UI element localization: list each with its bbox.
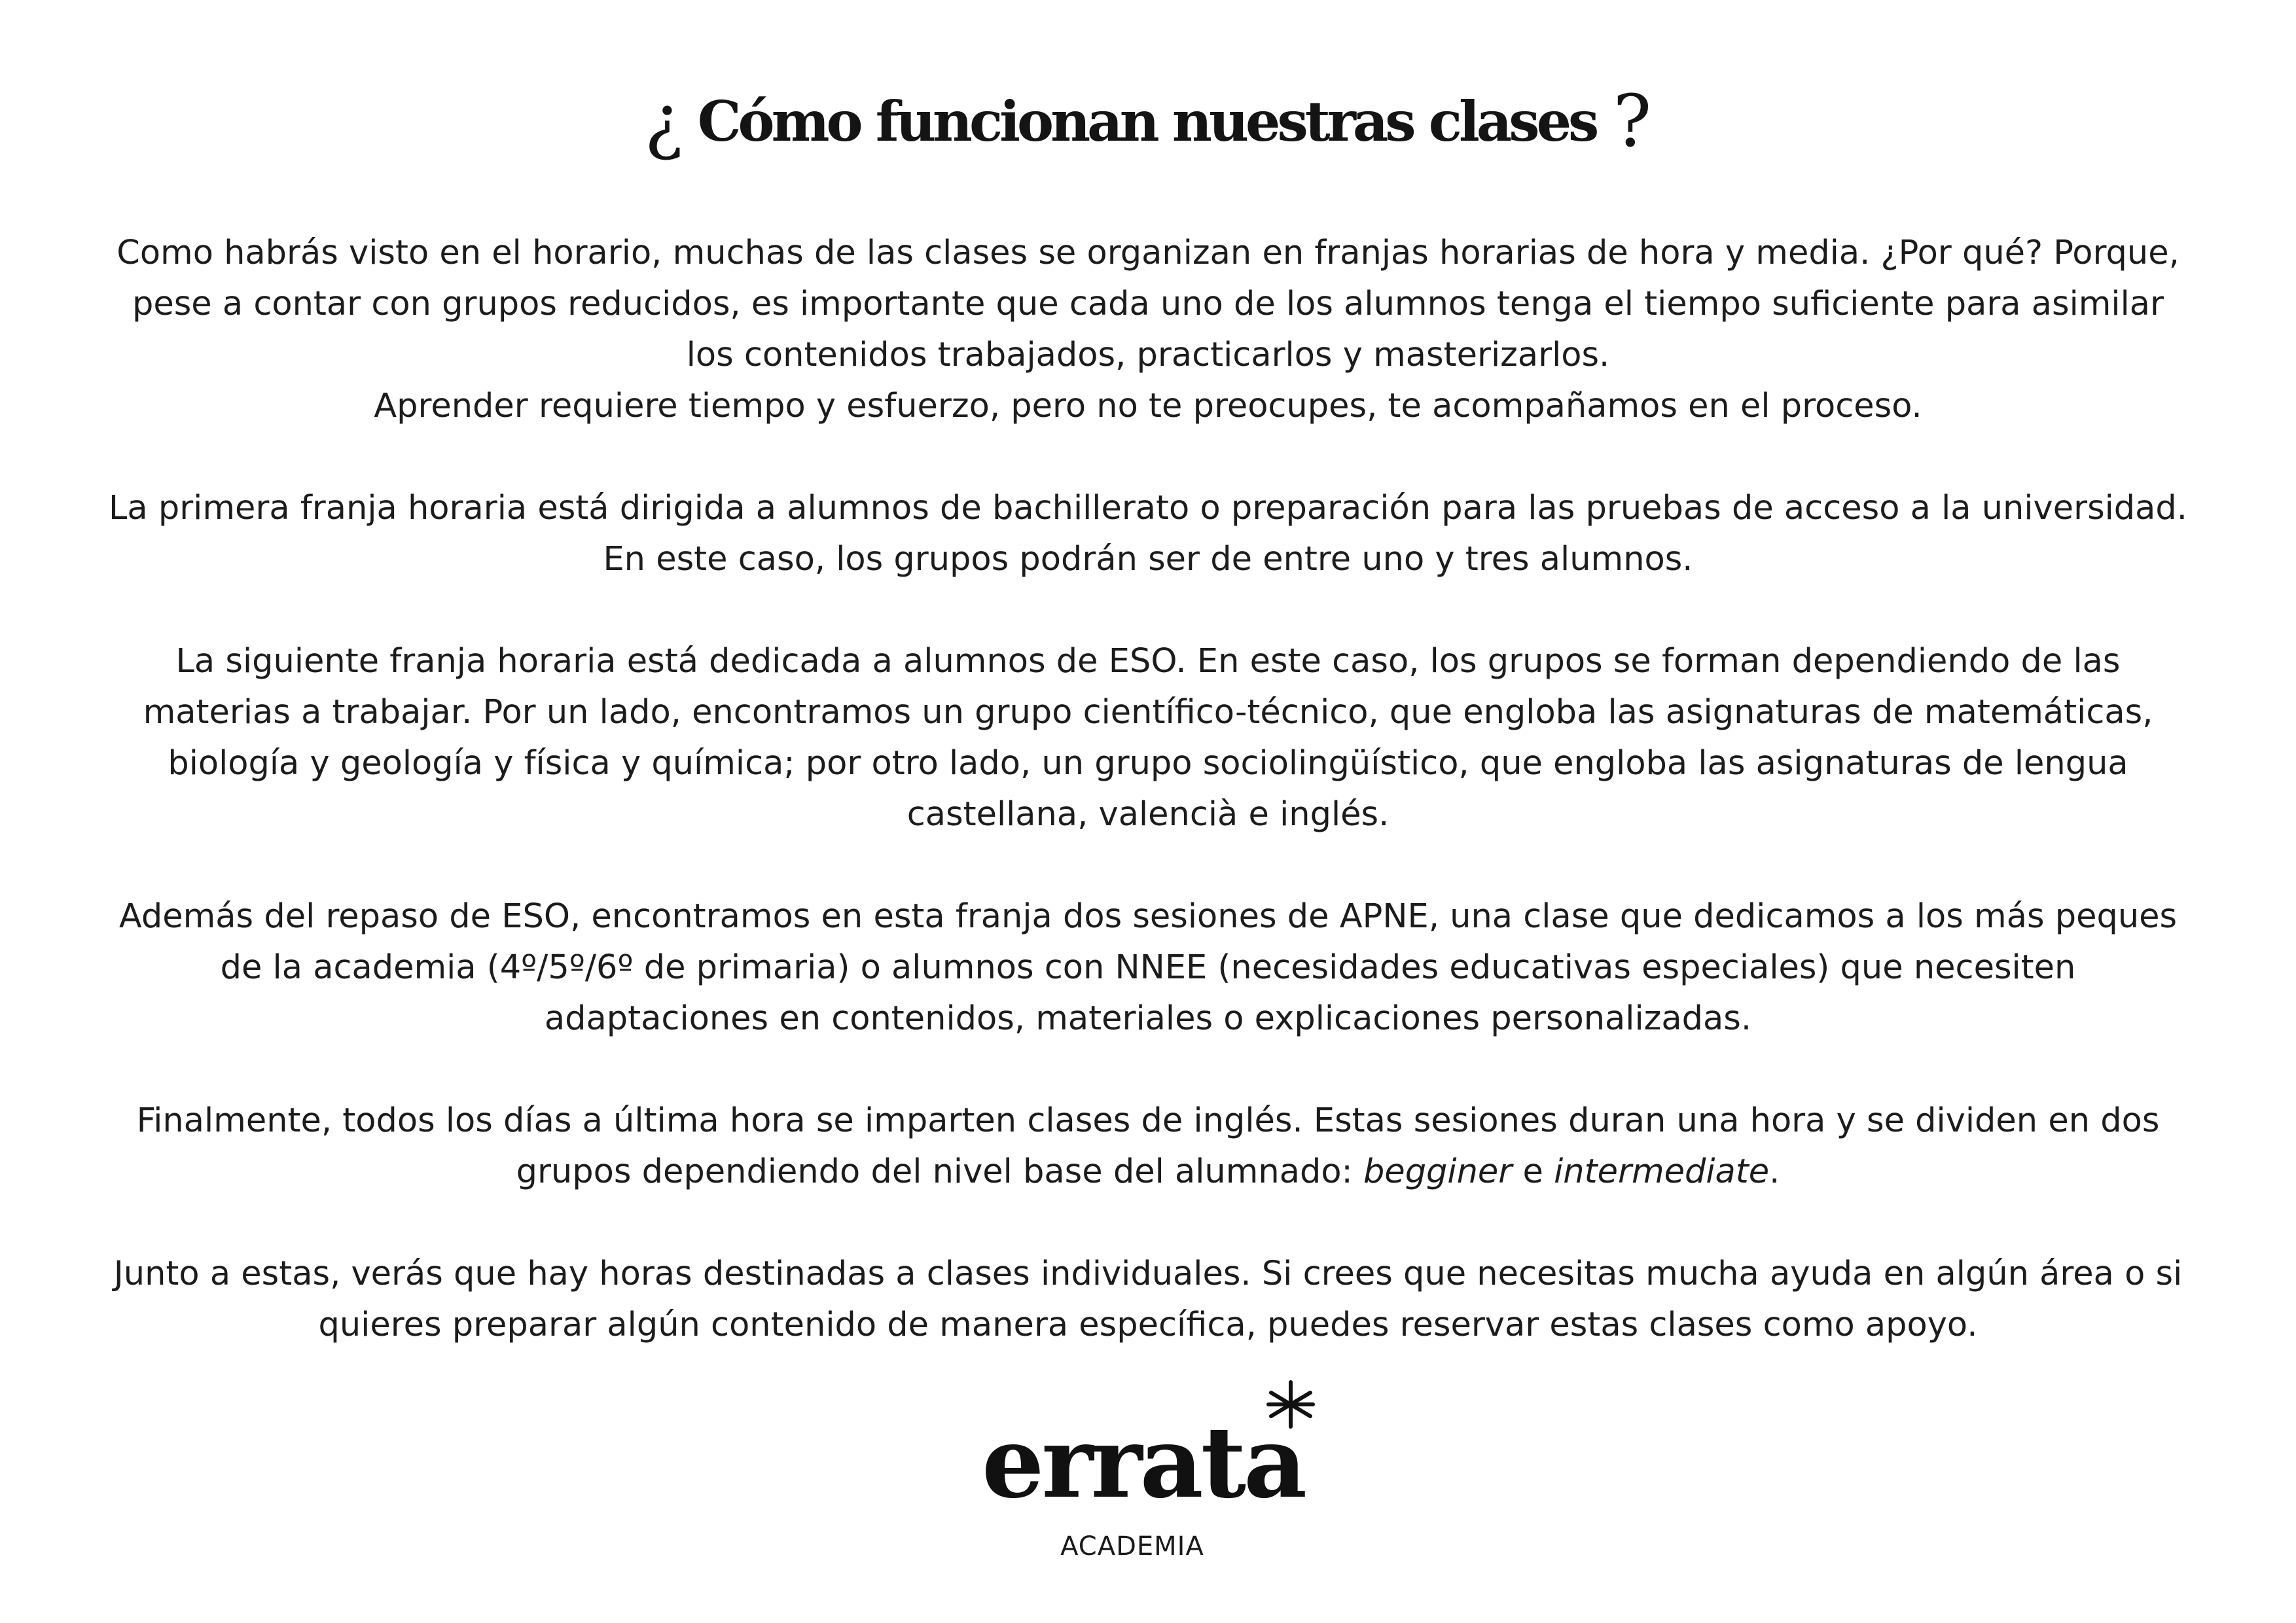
- paragraph-intro: Como habrás visto en el horario, muchas de las clases se organizan en franjas horarias de hora y media. ¿Por qué? Porque, pese a contar con grupos reducidos, es importante que cada uno de los alumnos tenga el tiempo suficiente para asimilar los contenidos trabajados, practicarlos y masterizarlos.: [117, 234, 2179, 374]
- title-open-mark: ¿: [644, 79, 683, 163]
- paragraph-bachillerato: La primera franja horaria está dirigida a alumnos de bachillerato o preparación para las pruebas de acceso a la universidad. En este caso, los grupos podrán ser de entre uno y tres alumnos.: [108, 489, 2188, 579]
- asterisk-icon: [1265, 1378, 1317, 1431]
- level-connector: e: [1522, 1152, 1543, 1191]
- ingles-text: Finalmente, todos los días a última hora se imparten clases de inglés. Estas sesiones duran una hora y se dividen en dos grupos dependiendo del nivel base del alumnado:: [136, 1101, 2160, 1191]
- paragraph-apne: Además del repaso de ESO, encontramos en esta franja dos sesiones de APNE, una clase que dedicamos a los más peques de la academia (4º/5º/6º de primaria) o alumnos con NNEE (necesidades educativas especiales) que necesiten adaptaciones en contenidos, materiales o explicaciones personalizadas.: [118, 897, 2178, 1038]
- paragraph-eso: La siguiente franja horaria está dedicada a alumnos de ESO. En este caso, los grupos se forman dependiendo de las materias a trabajar. Por un lado, encontramos un grupo científico-técnico, que engloba las asignaturas de matemáticas, biología y geología y física y química; por otro lado, un grupo sociolingüístico, que engloba las asignaturas de lengua castellana, valencià e inglés.: [143, 642, 2153, 834]
- logo-wordmark: errata: [982, 1405, 1305, 1520]
- logo: [982, 1407, 1322, 1577]
- paragraph-individuales: Junto a estas, verás que hay horas destinadas a clases individuales. Si crees que necesitas mucha ayuda en algún área o si quieres preparar algún contenido de manera específica, puedes reservar estas clases como apoyo.: [113, 1255, 2183, 1344]
- title-close-mark: ?: [1613, 79, 1652, 163]
- level-intermediate: intermediate: [1554, 1152, 1770, 1191]
- ingles-end: .: [1769, 1152, 1780, 1191]
- title-text: Cómo funcionan nuestras clases: [697, 89, 1596, 154]
- paragraph-ingles: [105, 1096, 2191, 1198]
- level-begginer: begginer: [1363, 1152, 1513, 1191]
- body-text: [105, 228, 2191, 1351]
- logo-subtitle: ACADEMIA: [1060, 1531, 1204, 1561]
- page-title: [0, 79, 2296, 164]
- paragraph-intro-closing: Aprender requiere tiempo y esfuerzo, pero no te preocupes, te acompañamos en el proceso.: [374, 387, 1922, 425]
